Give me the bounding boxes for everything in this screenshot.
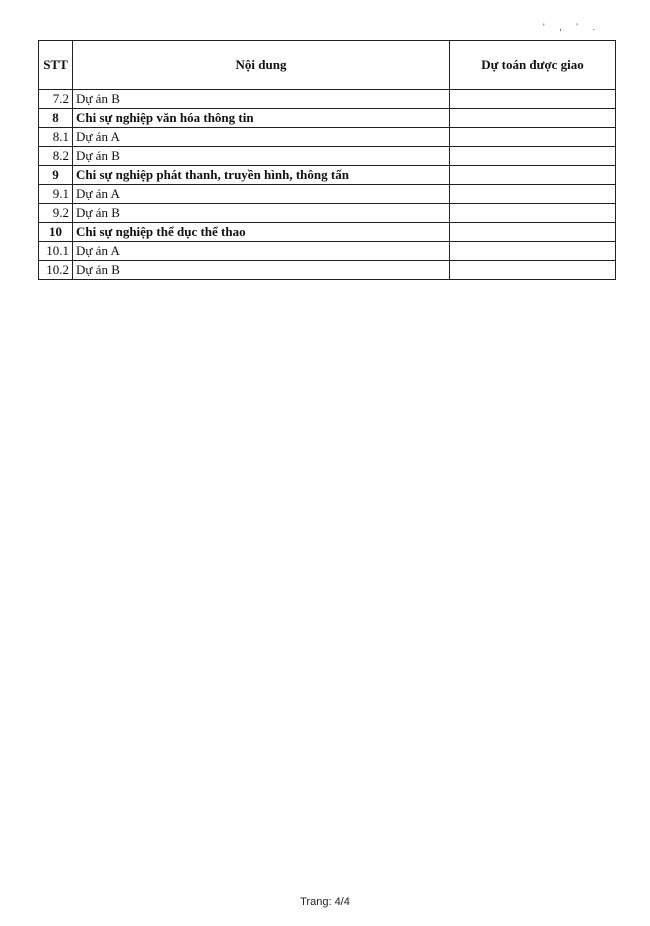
table-row — [39, 128, 616, 147]
row-stt: 9.2 — [39, 204, 73, 223]
row-stt: 8 — [39, 109, 73, 128]
row-stt: 10 — [39, 223, 73, 242]
row-content: Dự án B — [73, 90, 450, 109]
table-header-row — [39, 41, 616, 90]
header-budget: Dự toán được giao — [450, 41, 616, 90]
row-content: Dự án B — [73, 204, 450, 223]
table-row — [39, 185, 616, 204]
row-budget-value — [450, 90, 616, 109]
header-content: Nội dung — [73, 41, 450, 90]
page-number: Trang: 4/4 — [300, 896, 350, 908]
row-stt: 8.1 — [39, 128, 73, 147]
row-budget-value — [450, 185, 616, 204]
table-row — [39, 109, 616, 128]
corner-marks: ' , ' . — [543, 22, 601, 32]
table-row — [39, 204, 616, 223]
row-budget-value — [450, 204, 616, 223]
row-content: Dự án B — [73, 147, 450, 166]
table-row — [39, 242, 616, 261]
row-budget-value — [450, 261, 616, 280]
header-stt: STT — [39, 41, 73, 90]
row-budget-value — [450, 128, 616, 147]
row-stt: 9 — [39, 166, 73, 185]
row-content: Dự án A — [73, 242, 450, 261]
row-content: Dự án A — [73, 128, 450, 147]
row-budget-value — [450, 242, 616, 261]
table-row — [39, 261, 616, 280]
row-stt: 9.1 — [39, 185, 73, 204]
row-budget-value — [450, 147, 616, 166]
table-row — [39, 90, 616, 109]
row-stt: 10.1 — [39, 242, 73, 261]
row-stt: 10.2 — [39, 261, 73, 280]
table-row — [39, 223, 616, 242]
budget-table — [38, 40, 616, 280]
row-content: Dự án A — [73, 185, 450, 204]
row-content: Chi sự nghiệp văn hóa thông tin — [73, 109, 450, 128]
table-row — [39, 147, 616, 166]
row-budget-value — [450, 223, 616, 242]
row-content: Chi sự nghiệp thể dục thể thao — [73, 223, 450, 242]
row-stt: 8.2 — [39, 147, 73, 166]
row-stt: 7.2 — [39, 90, 73, 109]
row-content: Chi sự nghiệp phát thanh, truyền hình, thông tấn — [73, 166, 450, 185]
row-budget-value — [450, 109, 616, 128]
row-content: Dự án B — [73, 261, 450, 280]
row-budget-value — [450, 166, 616, 185]
table-row — [39, 166, 616, 185]
